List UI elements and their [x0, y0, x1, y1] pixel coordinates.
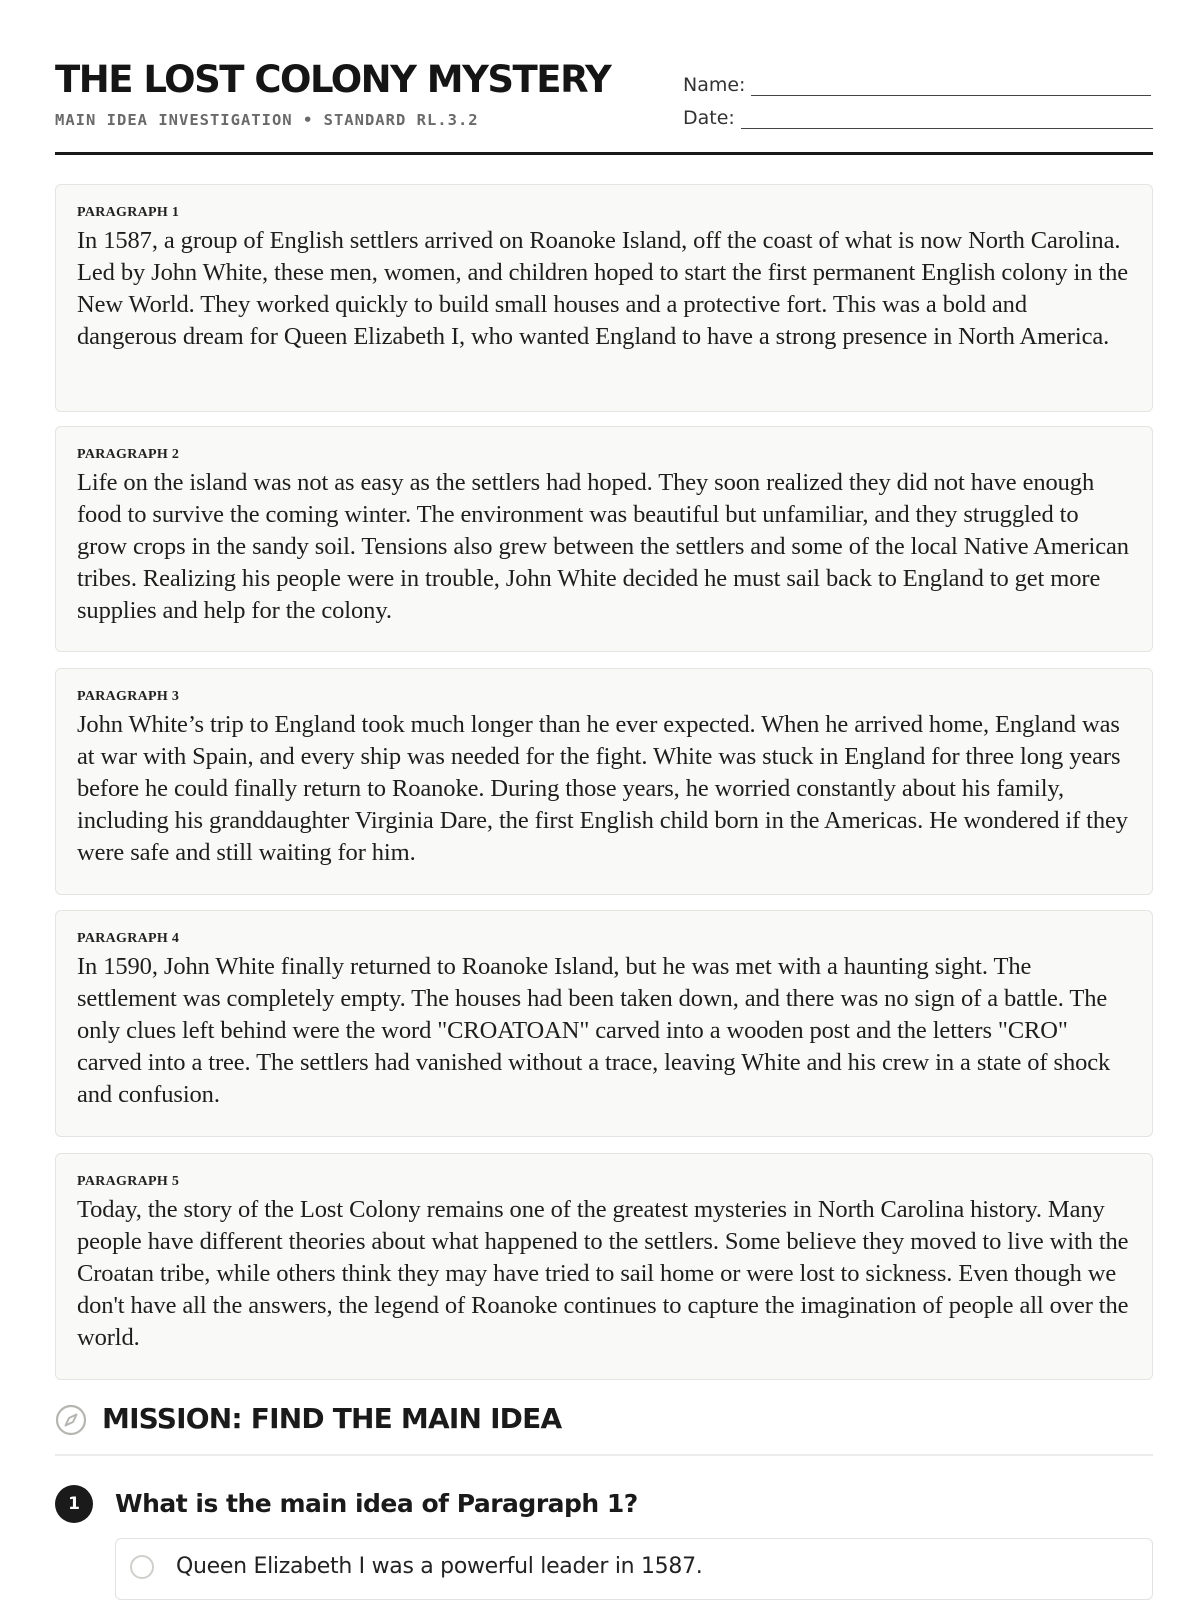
paragraph-text: Today, the story of the Lost Colony remains one of the greatest mysteries in North Carolina history. Many people have different theories about what happened to the settlers. Some believe they moved to live with the Croatan tribe, while others think they may have tried to sail home or were lost to sickness. Even though we don't have all the answers, the legend of Roanoke continues to capture the imagination of people all over the world.: [77, 1196, 1129, 1351]
worksheet-page: [55, 0, 1153, 1579]
date-label: Date:: [683, 107, 735, 129]
date-blank-line[interactable]: [741, 110, 1153, 129]
paragraph-label: PARAGRAPH 2: [77, 447, 180, 462]
worksheet-header: [55, 0, 1153, 155]
date-field[interactable]: [683, 107, 1153, 129]
paragraph-label: PARAGRAPH 4: [77, 931, 180, 946]
paragraph-card-2: [55, 426, 1153, 652]
page-title: THE LOST COLONY MYSTERY: [55, 58, 611, 101]
answer-option[interactable]: [115, 1538, 1153, 1600]
name-blank-line[interactable]: [751, 77, 1151, 96]
answer-option-text: Queen Elizabeth I was a powerful leader in 1587.: [176, 1554, 703, 1579]
paragraph-card-1: [55, 184, 1153, 412]
question-text: What is the main idea of Paragraph 1?: [115, 1489, 638, 1518]
name-label: Name:: [683, 74, 746, 96]
paragraph-label: PARAGRAPH 1: [77, 205, 180, 220]
mission-title: MISSION: FIND THE MAIN IDEA: [102, 1402, 562, 1435]
page-subtitle: MAIN IDEA INVESTIGATION • STANDARD RL.3.2: [55, 111, 479, 129]
paragraph-text: Life on the island was not as easy as the settlers had hoped. They soon realized they did not have enough food to survive the coming winter. The environment was beautiful but unfamiliar, and they struggled to grow crops in the sandy soil. Tensions also grew between the settlers and some of the local Native American tribes. Realizing his people were in trouble, John White decided he must sail back to England to get more supplies and help for the colony.: [77, 469, 1129, 624]
compass-icon: [55, 1404, 87, 1436]
paragraph-text: In 1587, a group of English settlers arrived on Roanoke Island, off the coast of what is now North Carolina. Led by John White, these men, women, and children hoped to start the first permanent English colony in the New World. They worked quickly to build small houses and a protective fort. This was a bold and dangerous dream for Queen Elizabeth I, who wanted England to have a strong presence in North America.: [77, 227, 1129, 350]
answer-radio[interactable]: [130, 1555, 154, 1579]
paragraph-text: John White’s trip to England took much longer than he ever expected. When he arrived home, England was at war with Spain, and every ship was needed for the fight. White was stuck in England for three long years before he could finally return to Roanoke. During those years, he worried constantly about his family, including his granddaughter Virginia Dare, the first English child born in the Americas. He wondered if they were safe and still waiting for him.: [77, 711, 1128, 866]
mission-heading: [55, 1394, 1153, 1456]
name-field[interactable]: [683, 74, 1153, 96]
paragraph-label: PARAGRAPH 3: [77, 689, 180, 704]
question-number-badge: 1: [55, 1485, 93, 1523]
paragraph-card-3: [55, 668, 1153, 895]
paragraph-label: PARAGRAPH 5: [77, 1174, 180, 1189]
paragraph-card-5: [55, 1153, 1153, 1380]
paragraph-text: In 1590, John White finally returned to Roanoke Island, but he was met with a haunting sight. The settlement was completely empty. The houses had been taken down, and there was no sign of a battle. The only clues left behind were the word "CROATOAN" carved into a wooden post and the letters "CRO" carved into a tree. The settlers had vanished without a trace, leaving White and his crew in a state of shock and confusion.: [77, 953, 1111, 1108]
paragraph-card-4: [55, 910, 1153, 1137]
